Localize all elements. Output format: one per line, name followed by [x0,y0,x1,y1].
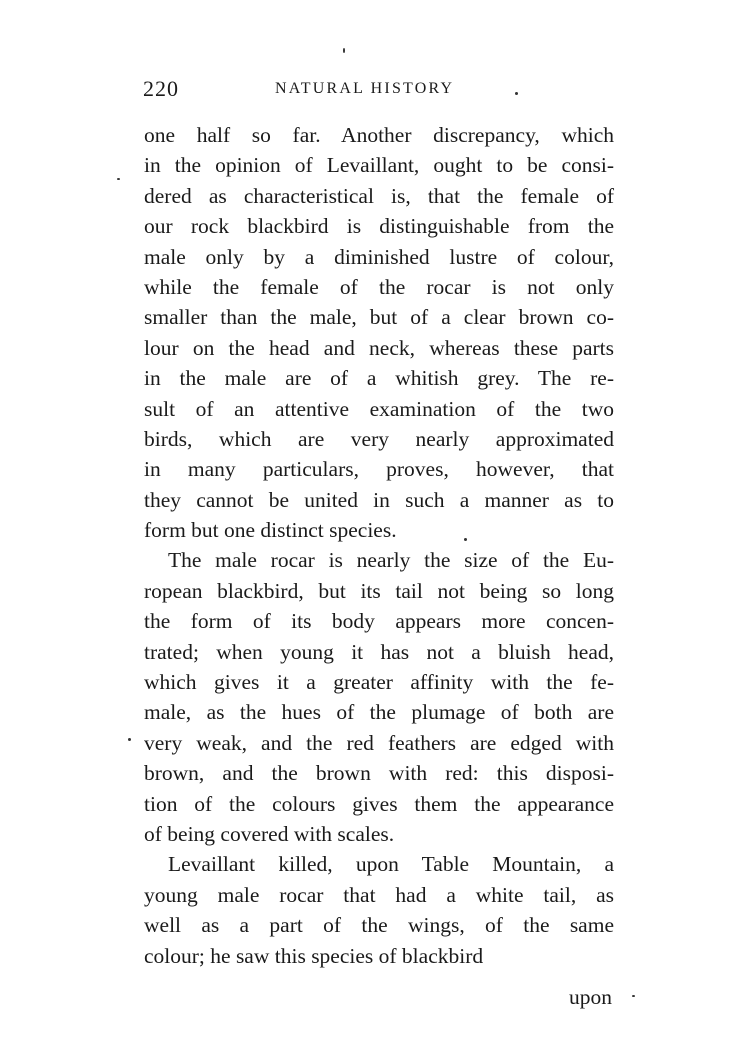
scan-speck [343,48,345,53]
text-line: lour on the head and neck, whereas these parts [144,335,614,360]
scan-speck [128,738,131,741]
text-line: while the female of the rocar is not only [144,274,614,299]
text-line: The male rocar is nearly the size of the Eu- [168,548,614,573]
text-line: well as a part of the wings, of the same [144,913,614,938]
catchword: upon [569,985,612,1009]
scan-speck [464,538,467,541]
text-line: in the male are of a whitish grey. The re- [144,366,614,391]
text-line: form but one distinct species. [144,518,397,543]
text-line: they cannot be united in such a manner as to [144,487,614,512]
scan-speck [117,178,120,180]
text-line: young male rocar that had a white tail, as [144,882,614,907]
text-line: one half so far. Another discrepancy, which [144,123,614,147]
text-line: male only by a diminished lustre of colour, [144,244,614,269]
text-line: of being covered with scales. [144,821,395,846]
text-line: very weak, and the red feathers are edged with [144,730,614,755]
scan-speck [515,92,518,95]
text-line: sult of an attentive examination of the two [144,396,614,421]
text-line: birds, which are very nearly approximated [144,426,614,451]
page-header [143,76,613,106]
text-line: male, as the hues of the plumage of both are [144,700,614,725]
scan-speck [632,995,635,997]
text-line: Levaillant killed, upon Table Mountain, a [168,852,614,877]
text-line: our rock blackbird is distinguishable from the [144,214,614,239]
paragraph [144,849,614,971]
text-line: dered as characteristical is, that the female of [144,183,614,208]
text-line: ropean blackbird, but its tail not being so long [144,578,614,603]
paragraph [144,545,614,849]
text-line: the form of its body appears more concen- [144,609,614,634]
body-text [144,120,614,971]
text-line: brown, and the brown with red: this disposi- [144,761,614,786]
running-head: NATURAL HISTORY [275,80,455,97]
text-line: smaller than the male, but of a clear brown co- [144,305,614,330]
text-line: colour; he saw this species of blackbird [144,943,484,968]
text-line: in many particulars, proves, however, that [144,457,614,482]
page-number: 220 [143,76,179,101]
text-line: in the opinion of Levaillant, ought to be consi- [144,153,614,178]
paragraph [144,120,614,545]
text-line: tion of the colours gives them the appearance [144,791,614,816]
text-line: trated; when young it has not a bluish head, [144,639,614,664]
text-line: which gives it a greater affinity with the fe- [144,670,614,695]
